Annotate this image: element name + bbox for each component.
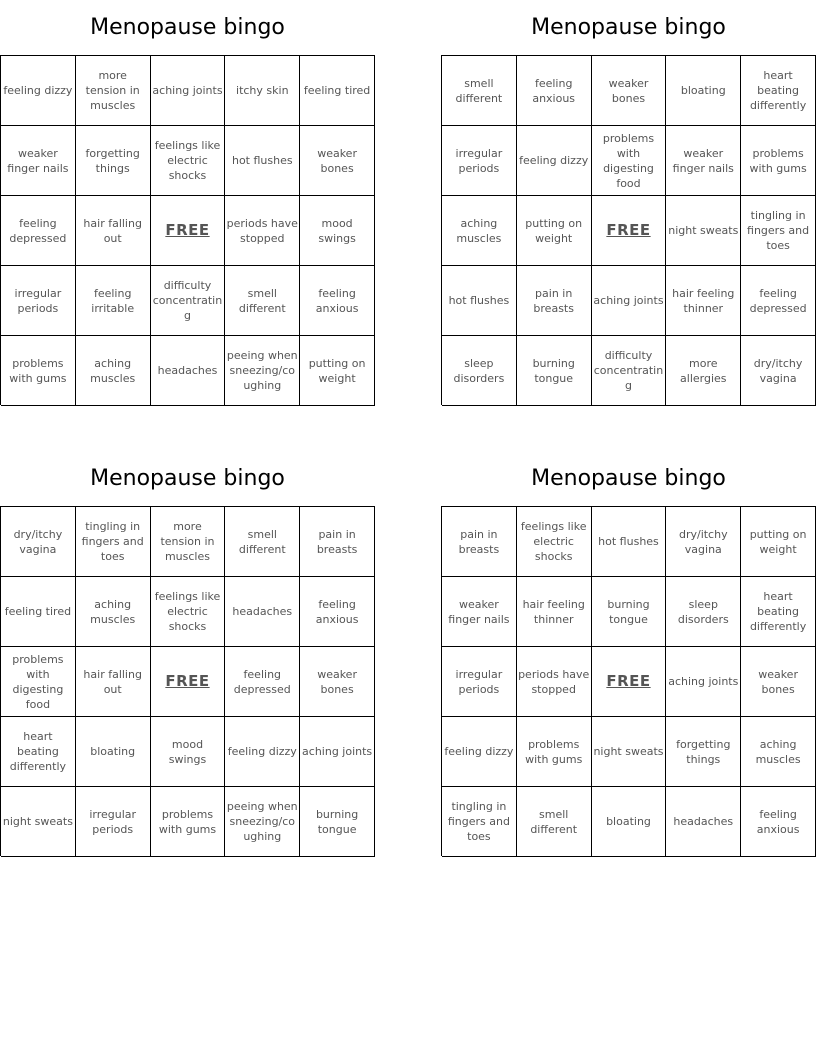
bingo-cell: irregular periods (1, 266, 76, 336)
bingo-cell: feeling dizzy (442, 717, 517, 787)
bingo-cell: feeling anxious (741, 787, 816, 857)
bingo-cell: mood swings (300, 196, 375, 266)
bingo-card-1 (0, 0, 375, 405)
bingo-cell: more tension in muscles (151, 507, 226, 577)
bingo-cell: tingling in fingers and toes (442, 787, 517, 857)
bingo-cell: dry/itchy vagina (741, 336, 816, 406)
bingo-cell: periods have stopped (517, 647, 592, 717)
bingo-cell: weaker finger nails (1, 126, 76, 196)
card-title: Menopause bingo (90, 15, 285, 40)
bingo-cell: peeing when sneezing/coughing (225, 787, 300, 857)
bingo-cell: irregular periods (76, 787, 151, 857)
bingo-cell: night sweats (666, 196, 741, 266)
bingo-cell: hot flushes (592, 507, 667, 577)
card-title: Menopause bingo (531, 466, 726, 491)
bingo-cell: feeling tired (300, 56, 375, 126)
bingo-free-cell: FREE (592, 196, 667, 266)
bingo-cell: irregular periods (442, 126, 517, 196)
bingo-cell: forgetting things (666, 717, 741, 787)
bingo-cell: hot flushes (442, 266, 517, 336)
bingo-cell: peeing when sneezing/coughing (225, 336, 300, 406)
bingo-cell: aching muscles (442, 196, 517, 266)
card-title: Menopause bingo (90, 466, 285, 491)
bingo-cell: itchy skin (225, 56, 300, 126)
bingo-cell: weaker bones (741, 647, 816, 717)
bingo-cell: feeling depressed (225, 647, 300, 717)
bingo-free-cell: FREE (592, 647, 667, 717)
bingo-cell: headaches (151, 336, 226, 406)
bingo-cell: more allergies (666, 336, 741, 406)
bingo-grid (0, 506, 375, 856)
bingo-cell: putting on weight (300, 336, 375, 406)
bingo-cell: feeling anxious (300, 266, 375, 336)
bingo-cell: feeling depressed (741, 266, 816, 336)
bingo-cell: putting on weight (741, 507, 816, 577)
bingo-cell: problems with gums (151, 787, 226, 857)
bingo-cell: bloating (592, 787, 667, 857)
bingo-cell: pain in breasts (517, 266, 592, 336)
bingo-cell: aching muscles (741, 717, 816, 787)
bingo-cell: problems with gums (517, 717, 592, 787)
bingo-cell: heart beating differently (741, 56, 816, 126)
bingo-cell: more tension in muscles (76, 56, 151, 126)
bingo-cell: headaches (225, 577, 300, 647)
bingo-free-cell: FREE (151, 647, 226, 717)
bingo-cell: weaker bones (300, 126, 375, 196)
bingo-cell: feelings like electric shocks (151, 126, 226, 196)
bingo-cell: sleep disorders (666, 577, 741, 647)
bingo-cell: headaches (666, 787, 741, 857)
bingo-cell: aching joints (592, 266, 667, 336)
bingo-cell: smell different (442, 56, 517, 126)
bingo-cell: feeling tired (1, 577, 76, 647)
bingo-cell: hair falling out (76, 196, 151, 266)
bingo-cell: periods have stopped (225, 196, 300, 266)
bingo-card-4 (441, 451, 816, 856)
bingo-cell: heart beating differently (741, 577, 816, 647)
bingo-cell: burning tongue (300, 787, 375, 857)
bingo-cell: pain in breasts (300, 507, 375, 577)
bingo-cell: sleep disorders (442, 336, 517, 406)
bingo-grid (441, 506, 816, 856)
bingo-cell: smell different (517, 787, 592, 857)
bingo-cell: bloating (666, 56, 741, 126)
bingo-card-3 (0, 451, 375, 856)
bingo-cell: tingling in fingers and toes (76, 507, 151, 577)
bingo-cell: weaker bones (300, 647, 375, 717)
bingo-cell: aching joints (666, 647, 741, 717)
bingo-cell: smell different (225, 266, 300, 336)
bingo-cell: problems with gums (741, 126, 816, 196)
bingo-cell: aching muscles (76, 336, 151, 406)
bingo-grid (441, 55, 816, 405)
bingo-cell: weaker finger nails (442, 577, 517, 647)
bingo-cell: feeling depressed (1, 196, 76, 266)
bingo-cell: heart beating differently (1, 717, 76, 787)
bingo-cell: problems with digesting food (592, 126, 667, 196)
bingo-cell: night sweats (592, 717, 667, 787)
bingo-cell: aching joints (151, 56, 226, 126)
bingo-cell: feelings like electric shocks (517, 507, 592, 577)
bingo-cell: aching muscles (76, 577, 151, 647)
bingo-cell: hair feeling thinner (517, 577, 592, 647)
bingo-cell: feelings like electric shocks (151, 577, 226, 647)
bingo-cell: hair feeling thinner (666, 266, 741, 336)
bingo-cell: weaker bones (592, 56, 667, 126)
bingo-cell: tingling in fingers and toes (741, 196, 816, 266)
bingo-cell: burning tongue (592, 577, 667, 647)
card-title: Menopause bingo (531, 15, 726, 40)
bingo-cell: bloating (76, 717, 151, 787)
bingo-cell: night sweats (1, 787, 76, 857)
bingo-cell: feeling dizzy (517, 126, 592, 196)
bingo-cell: forgetting things (76, 126, 151, 196)
bingo-cell: dry/itchy vagina (1, 507, 76, 577)
bingo-cell: smell different (225, 507, 300, 577)
bingo-cell: feeling anxious (517, 56, 592, 126)
bingo-cell: putting on weight (517, 196, 592, 266)
bingo-cell: feeling dizzy (225, 717, 300, 787)
bingo-cell: problems with digesting food (1, 647, 76, 717)
bingo-cell: dry/itchy vagina (666, 507, 741, 577)
bingo-cell: difficulty concentrating (592, 336, 667, 406)
bingo-cell: feeling dizzy (1, 56, 76, 126)
bingo-cell: problems with gums (1, 336, 76, 406)
bingo-cell: hair falling out (76, 647, 151, 717)
bingo-cell: pain in breasts (442, 507, 517, 577)
bingo-cell: feeling anxious (300, 577, 375, 647)
bingo-cell: difficulty concentrating (151, 266, 226, 336)
bingo-cell: aching joints (300, 717, 375, 787)
bingo-cell: feeling irritable (76, 266, 151, 336)
bingo-cell: burning tongue (517, 336, 592, 406)
bingo-cell: hot flushes (225, 126, 300, 196)
bingo-grid (0, 55, 375, 405)
bingo-free-cell: FREE (151, 196, 226, 266)
bingo-card-2 (441, 0, 816, 405)
bingo-cell: irregular periods (442, 647, 517, 717)
bingo-cell: mood swings (151, 717, 226, 787)
bingo-cell: weaker finger nails (666, 126, 741, 196)
